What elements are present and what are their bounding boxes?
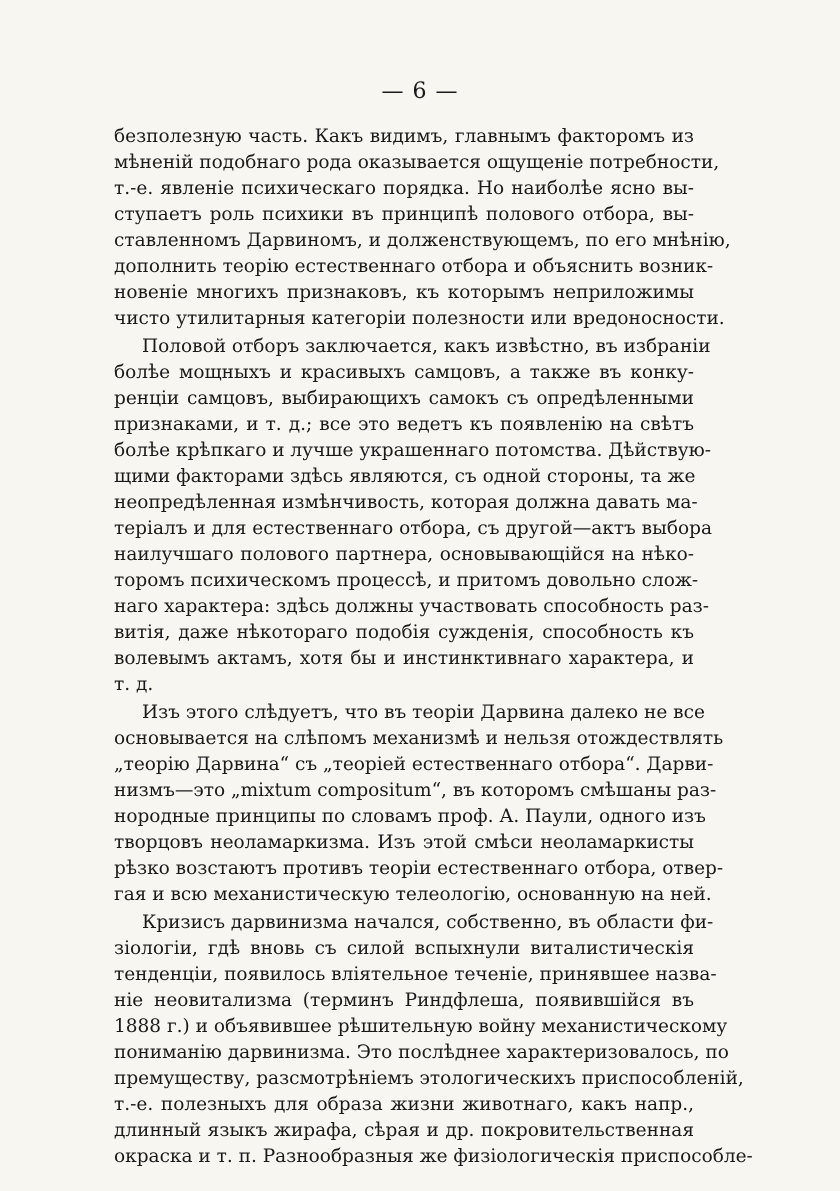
text-line: безполезную часть. Какъ видимъ, главнымъ факторомъ из [114,126,694,147]
text-line: т.-е. полезныхъ для образа жизни животнаго, какъ напр., [114,1094,694,1115]
text-line: окраска и т. п. Разнообразныя же физіологическія приспособле- [114,1146,753,1167]
paragraph-1 [114,124,731,332]
text-line: тенденціи, появилось вліятельное теченіе, принявшее назва- [114,964,717,985]
page-number: — 6 — [381,79,459,104]
text-line: признаками, и т. д.; все это ведетъ къ появленію на свѣтъ [114,414,694,435]
text-line: зіологіи, гдѣ вновь съ силой вспыхнули виталистическія [114,938,694,959]
paragraph-2 [114,334,712,698]
text-line: чисто утилитарныя категоріи полезности или вредоносности. [114,308,725,329]
text-line: низмъ—это „mixtum compositum“, въ которомъ смѣшаны раз- [114,780,717,801]
text-line: творцовъ неоламаркизма. Изъ этой смѣси неоламаркисты [114,832,694,853]
text-line: витія, даже нѣкотораго подобія сужденія, способность къ [114,622,694,643]
text-line: Изъ этого слѣдуетъ, что въ теоріи Дарвина далеко не все [142,702,705,723]
text-line: рѣзко возстаютъ противъ теоріи естественнаго отбора, отвер- [114,858,724,879]
text-line: торомъ психическомъ процессѣ, и притомъ довольно слож- [114,570,699,591]
text-line: наилучшаго полового партнера, основывающійся на нѣко- [114,544,694,565]
text-line: ступаетъ роль психики въ принципѣ полового отбора, вы- [114,204,694,225]
text-line: гая и всю механистическую телеологію, основанную на ней. [114,884,712,905]
text-line: ніе неовитализма (терминъ Риндфлеша, появившійся въ [114,990,694,1011]
text-line: наго характера: здѣсь должны участвовать способность раз- [114,596,709,617]
text-line: Половой отборъ заключается, какъ извѣстно, въ избраніи [142,336,711,357]
text-line: длинный языкъ жирафа, сѣрая и др. покровительственная [114,1120,694,1141]
text-line: мѣненій подобнаго рода оказывается ощущеніе потребности, [114,152,720,173]
text-line: щими факторами здѣсь являются, съ одной стороны, та же [114,466,696,487]
text-line: пониманію дарвинизма. Это послѣднее характеризовалось, по [114,1042,729,1063]
text-line: теріалъ и для естественнаго отбора, съ другой—актъ выбора [114,518,712,539]
text-line: т.-е. явленіе психическаго порядка. Но наиболѣе ясно вы- [114,178,694,199]
paragraph-4 [114,910,753,1170]
paragraph-3 [114,700,724,908]
text-line: волевымъ актамъ, хотя бы и инстинктивнаго характера, и [114,648,694,669]
text-line: ставленномъ Дарвиномъ, и долженствующемъ, по его мнѣнію, [114,230,731,251]
text-line: ренціи самцовъ, выбирающихъ самокъ съ опредѣленными [114,388,694,409]
body-text [114,124,753,1170]
text-line: 1888 г.) и объявившее рѣшительную войну механистическому [114,1016,728,1037]
text-line: премуществу, разсмотрѣніемъ этологическихъ приспособленій, [114,1068,744,1089]
text-line: т. д. [114,674,154,695]
text-line: „теорію Дарвина“ съ „теоріей естественнаго отбора“. Дарви- [114,754,714,775]
text-line: Кризисъ дарвинизма начался, собственно, въ области фи- [142,912,714,933]
text-line: нородные принципы по словамъ проф. А. Паули, одного изъ [114,806,706,827]
text-line: дополнить теорію естественнаго отбора и объяснить возник- [114,256,714,277]
text-line: неопредѣленная измѣнчивость, которая должна давать ма- [114,492,698,513]
text-line: основывается на слѣпомъ механизмѣ и нельзя отождествлять [114,728,724,749]
text-line: болѣе крѣпкаго и лучше украшеннаго потомства. Дѣйствую- [114,440,711,461]
text-line: новеніе многихъ признаковъ, къ которымъ неприложимы [114,282,694,303]
text-line: болѣе мощныхъ и красивыхъ самцовъ, а также въ конку- [114,362,694,383]
